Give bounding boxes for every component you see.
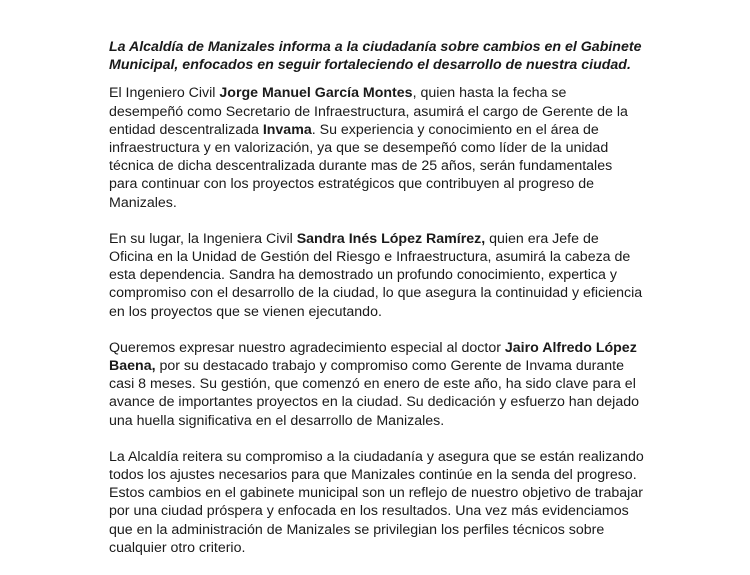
- person-name-sandra-ines-lopez-ramirez: Sandra Inés López Ramírez,: [296, 230, 486, 247]
- person-name-jorge-manuel-garcia-montes: Jorge Manuel García Montes: [219, 85, 413, 102]
- paragraph-text: quien era Jefe de Oficina en la Unidad de Gestión del Riesgo e Infraestructura, asumirá la cabeza de esta dependencia. Sandra ha demostrado un profundo conocimiento, expertica y compromiso con el desarrollo de la ciudad, lo que asegura la continuidad y eficiencia en los proyectos que se vienen ejecutando.: [109, 230, 643, 320]
- entity-name-invama: Invama: [262, 121, 312, 138]
- paragraph-lopez-ramirez: [109, 230, 644, 321]
- person-name-jairo-alfredo-lopez-baena: Jairo Alfredo López Baena,: [109, 339, 637, 375]
- paragraph-text: Queremos expresar nuestro agradecimiento especial al doctor: [109, 339, 505, 356]
- paragraph-text: , quien hasta la fecha se desempeñó como Secretario de Infraestructura, asumirá el cargo de Gerente de la entidad descentralizada: [109, 85, 628, 138]
- press-release: [109, 38, 644, 575]
- paragraph-text: El Ingeniero Civil: [109, 85, 220, 102]
- paragraph-text: En su lugar, la Ingeniera Civil: [109, 230, 297, 247]
- paragraph-garcia-montes: [109, 84, 644, 211]
- paragraph-lopez-baena: [109, 339, 644, 430]
- paragraph-text: . Su experiencia y conocimiento en el área de infraestructura y en valorización, ya que se desempeñó como líder de la unidad técnica de dicha descentralizada durante mas de 25 años, serán fundamentales para continuar con los proyectos estratégicos que contribuyen al progreso de Manizales.: [109, 121, 613, 211]
- intro-statement: La Alcaldía de Manizales informa a la ciudadanía sobre cambios en el Gabinete Municipal, enfocados en seguir fortaleciendo el desarrollo de nuestra ciudad.: [109, 39, 642, 74]
- paragraph-text: por su destacado trabajo y compromiso como Gerente de Invama durante casi 8 meses. Su gestión, que comenzó en enero de este año, ha sido clave para el avance de importantes proyectos en la ciudad. Su dedicación y esfuerzo han dejado una huella significativa en el desarrollo de Manizales.: [109, 358, 640, 429]
- paragraph-closing: La Alcaldía reitera su compromiso a la ciudadanía y asegura que se están realizando todos los ajustes necesarios para que Manizales continúe en la senda del progreso. Estos cambios en el gabinete municipal son un reflejo de nuestro objetivo de trabajar por una ciudad próspera y enfocada en los resultados. Una vez más evidenciamos que en la administración de Manizales se privilegian los perfiles técnicos sobre cualquier otro criterio.: [109, 448, 644, 556]
